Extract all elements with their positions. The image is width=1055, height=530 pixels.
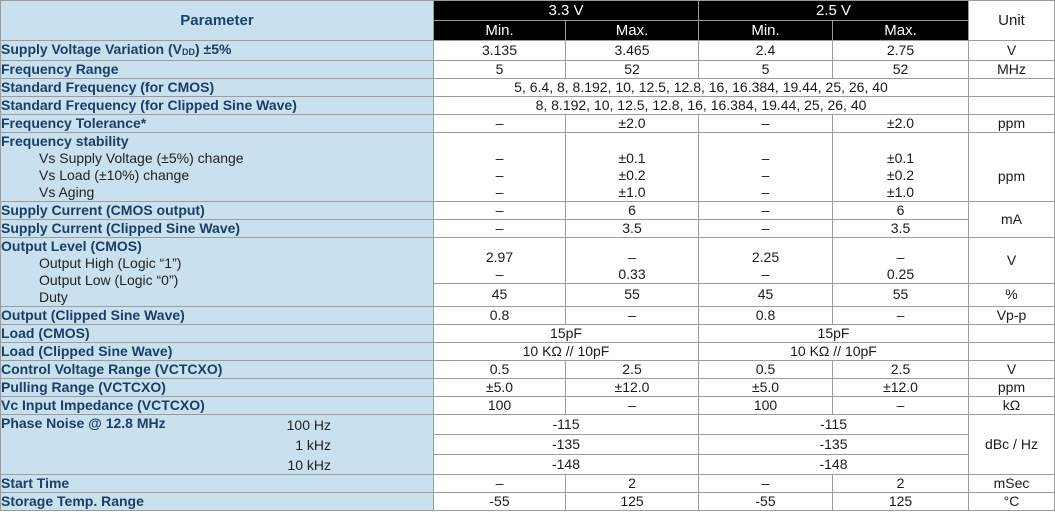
- header-3v3: 3.3 V: [434, 1, 699, 21]
- row-storage-temp: [1, 493, 1055, 511]
- header-parameter: Parameter: [1, 1, 434, 41]
- cell-unit: mA: [969, 202, 1055, 238]
- cell-value: -148: [434, 455, 699, 475]
- cell-value: -55: [434, 493, 566, 511]
- row-standard-frequency-sine: [1, 97, 1055, 115]
- cell-value: 45: [699, 283, 833, 306]
- cell-value: –: [761, 150, 770, 166]
- param-stability-aging: Vs Aging: [39, 184, 95, 200]
- header-max-3v3: Max.: [566, 21, 699, 41]
- cell-value: 2.97: [485, 248, 514, 265]
- cell-value-group: [699, 238, 833, 284]
- cell-unit: ppm: [969, 133, 1055, 202]
- param-vc-impedance: Vc Input Impedance (VCTCXO): [1, 397, 434, 415]
- cell-value: ±0.1: [618, 150, 646, 166]
- cell-unit: V: [969, 238, 1055, 284]
- row-vc-impedance: [1, 397, 1055, 415]
- param-pulling-range: Pulling Range (VCTCXO): [1, 379, 434, 397]
- param-frequency-tolerance: Frequency Tolerance*: [1, 115, 434, 133]
- param-control-voltage: Control Voltage Range (VCTCXO): [1, 361, 434, 379]
- cell-value: 5: [434, 61, 566, 79]
- param-output-low: Output Low (Logic “0”): [39, 272, 179, 288]
- cell-value: 0.5: [699, 361, 833, 379]
- cell-value: 5: [699, 61, 833, 79]
- cell-value: -115: [434, 415, 699, 435]
- row-supply-current-cmos: [1, 202, 1055, 220]
- cell-value: 125: [833, 493, 969, 511]
- cell-value: -148: [699, 455, 969, 475]
- cell-value: -115: [699, 415, 969, 435]
- param-frequency-stability: [1, 133, 434, 202]
- param-load-sine: Load (Clipped Sine Wave): [1, 343, 434, 361]
- cell-value: ±2.0: [566, 115, 699, 133]
- param-output-level: [1, 238, 434, 307]
- cell-value-group: [434, 238, 566, 284]
- cell-value: –: [434, 202, 566, 220]
- row-control-voltage: [1, 361, 1055, 379]
- cell-value: -55: [699, 493, 833, 511]
- cell-value: 2.4: [699, 41, 833, 61]
- param-phase-noise-title: Phase Noise @ 12.8 MHz: [1, 415, 166, 431]
- param-supply-current-cmos: Supply Current (CMOS output): [1, 202, 434, 220]
- cell-value: ±0.1: [886, 150, 915, 166]
- cell-value: –: [896, 248, 905, 265]
- row-supply-current-sine: [1, 220, 1055, 238]
- cell-value: ±1.0: [618, 184, 646, 200]
- offset-100hz: 100 Hz: [286, 417, 331, 433]
- cell-value: –: [761, 167, 770, 183]
- param-phase-noise: [1, 415, 434, 475]
- param-standard-frequency-cmos: Standard Frequency (for CMOS): [1, 79, 434, 97]
- cell-value: ±0.2: [886, 167, 915, 183]
- cell-value: –: [833, 307, 969, 325]
- param-standard-frequency-sine: Standard Frequency (for Clipped Sine Wave): [1, 97, 434, 115]
- cell-value-group: [566, 133, 699, 202]
- cell-value: 100: [434, 397, 566, 415]
- cell-value: 8, 8.192, 10, 12.5, 12.8, 16, 16.384, 19.44, 25, 26, 40: [434, 97, 969, 115]
- param-output-sine: Output (Clipped Sine Wave): [1, 307, 434, 325]
- cell-value: 125: [566, 493, 699, 511]
- cell-value: 0.33: [618, 265, 646, 282]
- cell-value-group: [566, 238, 699, 284]
- cell-value-group: [434, 133, 566, 202]
- cell-value: 0.8: [434, 307, 566, 325]
- cell-value: 10 KΩ // 10pF: [699, 343, 969, 361]
- header-unit: Unit: [969, 1, 1055, 41]
- cell-value: 3.5: [566, 220, 699, 238]
- cell-value: –: [699, 220, 833, 238]
- row-supply-voltage: [1, 41, 1055, 61]
- cell-value: ±1.0: [886, 184, 915, 200]
- cell-value-group: [833, 133, 969, 202]
- cell-value-group: [833, 238, 969, 284]
- param-stability-supply: Vs Supply Voltage (±5%) change: [39, 150, 244, 166]
- cell-value: –: [495, 184, 504, 200]
- row-pulling-range: [1, 379, 1055, 397]
- cell-value: 6: [833, 202, 969, 220]
- cell-value: –: [495, 167, 504, 183]
- param-output-level-title: Output Level (CMOS): [1, 238, 142, 254]
- cell-value: –: [699, 202, 833, 220]
- cell-value: 5, 6.4, 8, 8.192, 10, 12.5, 12.8, 16, 16.384, 19.44, 25, 26, 40: [434, 79, 969, 97]
- cell-value: –: [761, 184, 770, 200]
- cell-value: 3.135: [434, 41, 566, 61]
- param-output-high: Output High (Logic “1”): [39, 255, 182, 271]
- cell-value: 6: [566, 202, 699, 220]
- cell-value: –: [495, 265, 504, 282]
- cell-value: 15pF: [699, 325, 969, 343]
- param-start-time: Start Time: [1, 475, 434, 493]
- cell-value: –: [495, 150, 504, 166]
- param-frequency-range: Frequency Range: [1, 61, 434, 79]
- cell-value: ±5.0: [434, 379, 566, 397]
- cell-value: –: [434, 115, 566, 133]
- row-phase-noise-100hz: [1, 415, 1055, 435]
- cell-value: 10 KΩ // 10pF: [434, 343, 699, 361]
- cell-value: ±12.0: [566, 379, 699, 397]
- cell-value: 2: [566, 475, 699, 493]
- row-load-cmos: [1, 325, 1055, 343]
- row-start-time: [1, 475, 1055, 493]
- cell-unit: Vp-p: [969, 307, 1055, 325]
- cell-value: 0.8: [699, 307, 833, 325]
- cell-value: ±2.0: [833, 115, 969, 133]
- cell-value: 2.75: [833, 41, 969, 61]
- cell-value: 0.25: [886, 265, 915, 282]
- cell-value: –: [628, 248, 636, 265]
- cell-unit: ppm: [969, 115, 1055, 133]
- cell-value: –: [833, 397, 969, 415]
- cell-value: –: [566, 307, 699, 325]
- cell-value: 100: [699, 397, 833, 415]
- cell-value: ±0.2: [618, 167, 646, 183]
- cell-unit: [969, 79, 1055, 97]
- cell-value: -135: [434, 435, 699, 455]
- param-stability-load: Vs Load (±10%) change: [39, 167, 190, 183]
- param-frequency-stability-title: Frequency stability: [1, 133, 129, 149]
- cell-unit: %: [969, 283, 1055, 306]
- row-standard-frequency-cmos: [1, 79, 1055, 97]
- cell-value: –: [699, 475, 833, 493]
- offset-10khz: 10 kHz: [287, 457, 331, 473]
- phase-noise-offsets: [271, 415, 331, 475]
- param-duty: Duty: [39, 289, 68, 305]
- cell-value: 2.25: [751, 248, 780, 265]
- param-supply-current-sine: Supply Current (Clipped Sine Wave): [1, 220, 434, 238]
- cell-unit: kΩ: [969, 397, 1055, 415]
- cell-unit: V: [969, 41, 1055, 61]
- cell-unit: ppm: [969, 379, 1055, 397]
- header-min-2v5: Min.: [699, 21, 833, 41]
- header-max-2v5: Max.: [833, 21, 969, 41]
- param-supply-voltage: Supply Voltage Variation $(V_{DD}) \pm 5\%$: [1, 41, 434, 61]
- cell-value: –: [434, 220, 566, 238]
- cell-value: –: [761, 265, 770, 282]
- cell-value: –: [566, 397, 699, 415]
- cell-unit: mSec: [969, 475, 1055, 493]
- row-output-sine: [1, 307, 1055, 325]
- row-output-level: [1, 238, 1055, 284]
- row-frequency-tolerance: [1, 115, 1055, 133]
- cell-unit: MHz: [969, 61, 1055, 79]
- cell-value: 3.5: [833, 220, 969, 238]
- cell-value: 52: [566, 61, 699, 79]
- header-min-3v3: Min.: [434, 21, 566, 41]
- row-frequency-range: [1, 61, 1055, 79]
- cell-value: 2.5: [833, 361, 969, 379]
- cell-unit: [969, 97, 1055, 115]
- offset-1khz: 1 kHz: [295, 437, 331, 453]
- cell-value: 0.5: [434, 361, 566, 379]
- cell-unit: [969, 325, 1055, 343]
- row-load-sine: [1, 343, 1055, 361]
- cell-value: 52: [833, 61, 969, 79]
- cell-value: ±12.0: [833, 379, 969, 397]
- cell-value-group: [699, 133, 833, 202]
- cell-value: 2.5: [566, 361, 699, 379]
- cell-value: 2: [833, 475, 969, 493]
- row-frequency-stability: [1, 133, 1055, 202]
- cell-value: –: [434, 475, 566, 493]
- header-2v5: 2.5 V: [699, 1, 969, 21]
- cell-value: 15pF: [434, 325, 699, 343]
- cell-unit: °C: [969, 493, 1055, 511]
- cell-value: 55: [833, 283, 969, 306]
- param-storage-temp: Storage Temp. Range: [1, 493, 434, 511]
- cell-value: 55: [566, 283, 699, 306]
- cell-unit: dBc / Hz: [969, 415, 1055, 475]
- cell-value: 45: [434, 283, 566, 306]
- cell-value: -135: [699, 435, 969, 455]
- cell-unit: [969, 343, 1055, 361]
- param-load-cmos: Load (CMOS): [1, 325, 434, 343]
- cell-value: ±5.0: [699, 379, 833, 397]
- cell-value: –: [699, 115, 833, 133]
- cell-unit: V: [969, 361, 1055, 379]
- cell-value: 3.465: [566, 41, 699, 61]
